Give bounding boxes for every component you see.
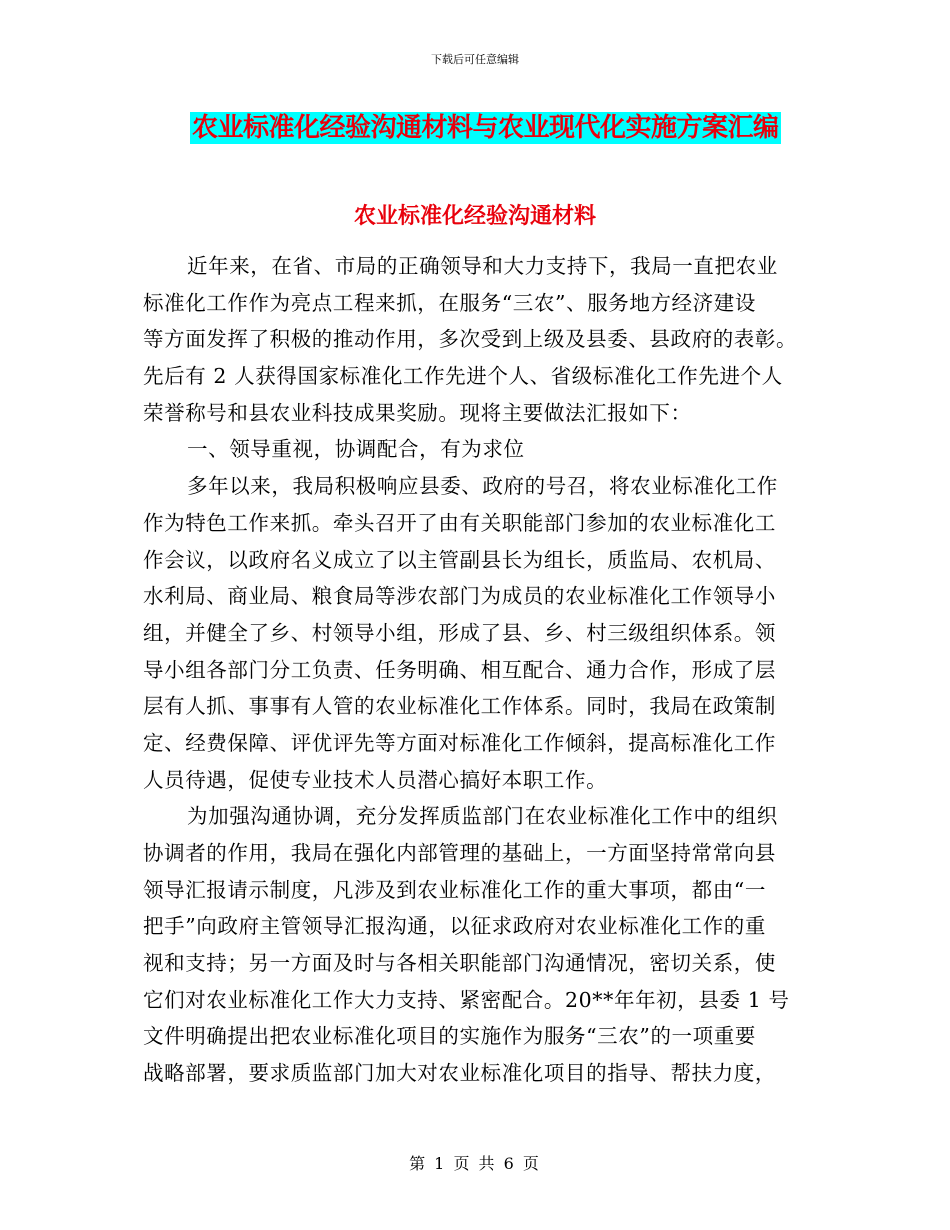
body-line: 领导汇报请示制度，凡涉及到农业标准化工作的重大事项，都由“一 xyxy=(143,877,766,902)
body-line: 导小组各部门分工负责、任务明确、相互配合、通力合作，形成了层 xyxy=(143,657,776,682)
body-line: 作会议，以政府名义成立了以主管副县长为组长，质监局、农机局、 xyxy=(143,547,776,572)
page-number-footer: 第 1 页 共 6 页 xyxy=(409,1154,541,1173)
body-line: 视和支持；另一方面及时与各相关职能部门沟通情况，密切关系，使 xyxy=(143,951,776,976)
body-line: 把手”向政府主管领导汇报沟通，以征求政府对农业标准化工作的重 xyxy=(143,914,766,939)
body-line: 层有人抓、事事有人管的农业标准化工作体系。同时，我局在政策制 xyxy=(143,694,776,719)
page-header-note: 下载后可任意编辑 xyxy=(431,53,519,66)
document-sub-title: 农业标准化经验沟通材料 xyxy=(353,204,596,229)
body-line: 定、经费保障、评优评先等方面对标准化工作倾斜，提高标准化工作 xyxy=(143,730,776,755)
body-line: 为加强沟通协调，充分发挥质监部门在农业标准化工作中的组织 xyxy=(187,804,778,829)
body-line: 它们对农业标准化工作大力支持、紧密配合。20**年年初，县委 1 号 xyxy=(143,987,790,1012)
document-main-title: 农业标准化经验沟通材料与农业现代化实施方案汇编 xyxy=(192,113,779,143)
body-line: 标准化工作作为亮点工程来抓，在服务“三农”、服务地方经济建设 xyxy=(143,290,756,315)
body-line: 协调者的作用，我局在强化内部管理的基础上，一方面坚持常常向县 xyxy=(143,841,776,865)
body-line: 组，并健全了乡、村领导小组，形成了县、乡、村三级组织体系。领 xyxy=(143,620,776,645)
body-line: 近年来，在省、市局的正确领导和大力支持下，我局一直把农业 xyxy=(187,254,778,278)
body-line: 先后有 2 人获得国家标准化工作先进个人、省级标准化工作先进个人 xyxy=(143,364,783,389)
section-heading: 一、领导重视，协调配合，有为求位 xyxy=(187,437,525,462)
document-body xyxy=(143,248,813,1092)
body-line: 作为特色工作来抓。牵头召开了由有关职能部门参加的农业标准化工 xyxy=(143,510,776,535)
body-line: 战略部署，要求质监部门加大对农业标准化项目的指导、帮扶力度， xyxy=(143,1061,776,1086)
body-line: 多年以来，我局积极响应县委、政府的号召，将农业标准化工作 xyxy=(187,474,778,499)
body-line: 人员待遇，促使专业技术人员潜心搞好本职工作。 xyxy=(143,767,608,792)
body-line: 荣誉称号和县农业科技成果奖励。现将主要做法汇报如下： xyxy=(143,400,692,425)
body-line: 等方面发挥了积极的推动作用，多次受到上级及县委、县政府的表彰。 xyxy=(143,327,798,352)
body-line: 文件明确提出把农业标准化项目的实施作为服务“三农”的一项重要 xyxy=(143,1024,756,1049)
body-line: 水利局、商业局、粮食局等涉农部门为成员的农业标准化工作领导小 xyxy=(143,584,776,609)
